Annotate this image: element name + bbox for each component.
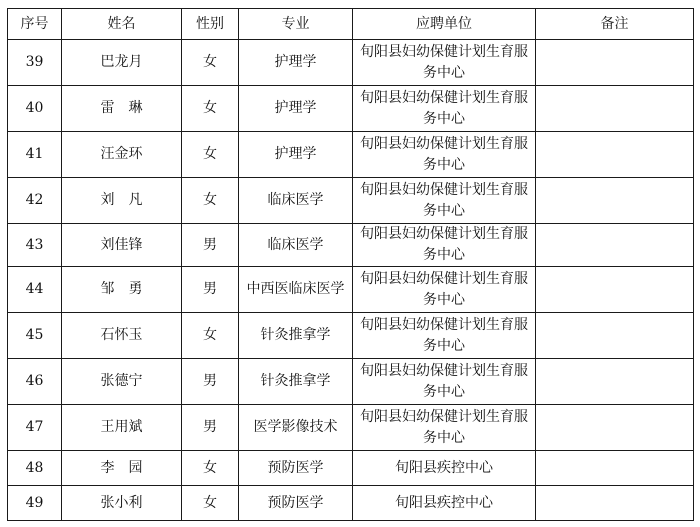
header-index: 序号	[8, 9, 62, 40]
cell-name: 邹 勇	[62, 267, 182, 313]
table-row	[8, 224, 694, 267]
cell-remark	[536, 86, 694, 132]
cell-major: 预防医学	[239, 451, 353, 486]
cell-index: 41	[8, 132, 62, 178]
table-row	[8, 178, 694, 224]
cell-unit: 旬阳县妇幼保健计划生育服务中心	[353, 224, 536, 267]
cell-gender: 男	[182, 224, 239, 267]
cell-remark	[536, 313, 694, 359]
table-row	[8, 313, 694, 359]
header-row	[8, 9, 694, 40]
cell-index: 42	[8, 178, 62, 224]
cell-remark	[536, 359, 694, 405]
cell-major: 中西医临床医学	[239, 267, 353, 313]
cell-remark	[536, 40, 694, 86]
cell-major: 针灸推拿学	[239, 313, 353, 359]
cell-gender: 女	[182, 86, 239, 132]
cell-major: 护理学	[239, 86, 353, 132]
cell-gender: 女	[182, 451, 239, 486]
cell-remark	[536, 451, 694, 486]
cell-name: 李 园	[62, 451, 182, 486]
applicant-table	[7, 8, 694, 521]
header-gender: 性别	[182, 9, 239, 40]
cell-unit: 旬阳县妇幼保健计划生育服务中心	[353, 178, 536, 224]
cell-name: 张小利	[62, 486, 182, 521]
table-header	[8, 9, 694, 40]
cell-remark	[536, 486, 694, 521]
cell-gender: 男	[182, 405, 239, 451]
cell-gender: 女	[182, 178, 239, 224]
cell-major: 护理学	[239, 132, 353, 178]
cell-major: 预防医学	[239, 486, 353, 521]
cell-index: 48	[8, 451, 62, 486]
table-row	[8, 486, 694, 521]
cell-remark	[536, 224, 694, 267]
header-name: 姓名	[62, 9, 182, 40]
cell-remark	[536, 405, 694, 451]
cell-major: 临床医学	[239, 178, 353, 224]
cell-name: 雷 琳	[62, 86, 182, 132]
cell-unit: 旬阳县妇幼保健计划生育服务中心	[353, 40, 536, 86]
cell-unit: 旬阳县妇幼保健计划生育服务中心	[353, 313, 536, 359]
table-row	[8, 405, 694, 451]
cell-name: 刘佳锋	[62, 224, 182, 267]
cell-index: 49	[8, 486, 62, 521]
cell-remark	[536, 267, 694, 313]
cell-gender: 男	[182, 267, 239, 313]
cell-index: 39	[8, 40, 62, 86]
table-row	[8, 132, 694, 178]
table-row	[8, 86, 694, 132]
header-major: 专业	[239, 9, 353, 40]
table-body	[8, 40, 694, 521]
cell-gender: 女	[182, 40, 239, 86]
cell-remark	[536, 178, 694, 224]
cell-unit: 旬阳县妇幼保健计划生育服务中心	[353, 359, 536, 405]
table-row	[8, 267, 694, 313]
cell-index: 45	[8, 313, 62, 359]
cell-index: 46	[8, 359, 62, 405]
cell-unit: 旬阳县疾控中心	[353, 486, 536, 521]
cell-unit: 旬阳县妇幼保健计划生育服务中心	[353, 132, 536, 178]
cell-name: 张德宁	[62, 359, 182, 405]
cell-index: 47	[8, 405, 62, 451]
cell-major: 临床医学	[239, 224, 353, 267]
cell-name: 巴龙月	[62, 40, 182, 86]
header-remark: 备注	[536, 9, 694, 40]
cell-index: 44	[8, 267, 62, 313]
cell-gender: 女	[182, 132, 239, 178]
cell-index: 43	[8, 224, 62, 267]
cell-major: 护理学	[239, 40, 353, 86]
cell-unit: 旬阳县疾控中心	[353, 451, 536, 486]
cell-remark	[536, 132, 694, 178]
cell-unit: 旬阳县妇幼保健计划生育服务中心	[353, 405, 536, 451]
header-unit: 应聘单位	[353, 9, 536, 40]
cell-unit: 旬阳县妇幼保健计划生育服务中心	[353, 267, 536, 313]
cell-gender: 男	[182, 359, 239, 405]
cell-name: 王用斌	[62, 405, 182, 451]
table-row	[8, 359, 694, 405]
table-row	[8, 451, 694, 486]
cell-major: 针灸推拿学	[239, 359, 353, 405]
cell-unit: 旬阳县妇幼保健计划生育服务中心	[353, 86, 536, 132]
cell-index: 40	[8, 86, 62, 132]
cell-gender: 女	[182, 313, 239, 359]
table-row	[8, 40, 694, 86]
cell-major: 医学影像技术	[239, 405, 353, 451]
cell-name: 汪金环	[62, 132, 182, 178]
cell-name: 石怀玉	[62, 313, 182, 359]
cell-name: 刘 凡	[62, 178, 182, 224]
cell-gender: 女	[182, 486, 239, 521]
